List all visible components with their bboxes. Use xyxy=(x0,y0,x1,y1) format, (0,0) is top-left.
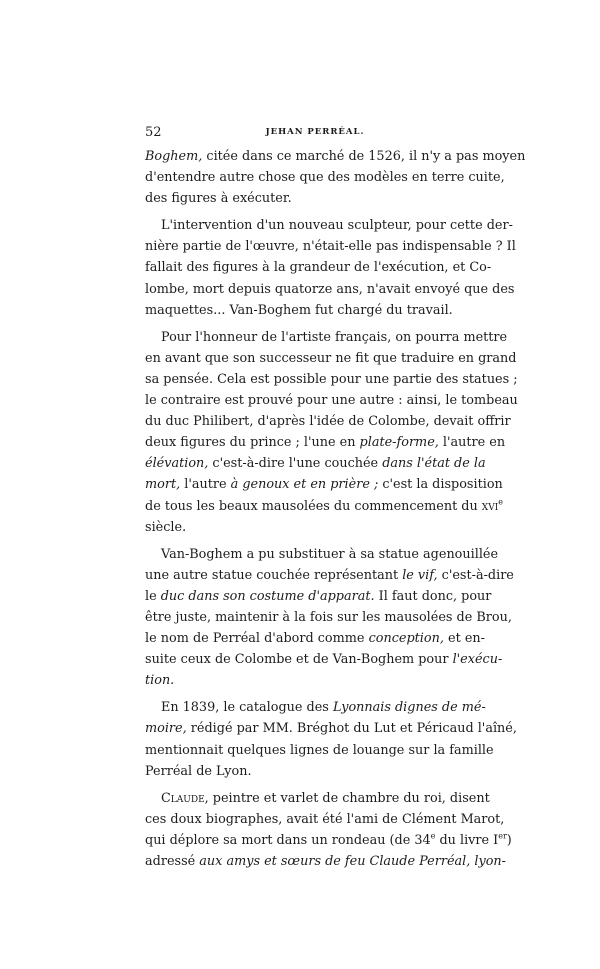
text-line xyxy=(145,649,503,670)
text-segment: L'intervention d'un nouveau sculpteur, pour cette der- xyxy=(161,218,513,234)
text-segment: En 1839, le catalogue des xyxy=(161,700,333,716)
text-segment: ) xyxy=(506,832,512,848)
text-segment: fallait des figures à la grandeur de l'exécution, et Co- xyxy=(145,260,492,276)
italic-text: mort, xyxy=(145,477,181,493)
italic-text: moire, xyxy=(145,721,187,737)
text-segment: ces doux biographes, avait été l'ami de Clément Marot, xyxy=(145,811,505,827)
text-line xyxy=(145,453,485,474)
text-line xyxy=(145,236,516,257)
text-segment: d'entendre autre chose que des modèles en terre cuite, xyxy=(145,170,505,186)
text-segment: du duc Philibert, d'après l'idée de Colombe, devait offrir xyxy=(145,414,511,430)
italic-text: à genoux et en prière ; xyxy=(230,477,379,493)
text-segment: mentionnait quelques lignes de louange sur la famille xyxy=(145,742,494,758)
text-line xyxy=(145,809,505,830)
text-line xyxy=(145,628,485,649)
text-line xyxy=(145,369,518,390)
text-segment: une autre statue couchée représentant xyxy=(145,567,403,583)
text-segment: Van-Boghem a pu substituer à sa statue agenouillée xyxy=(161,546,499,562)
text-line xyxy=(145,146,526,167)
text-segment: de tous les beaux mausolées du commencement du xyxy=(145,498,482,514)
superscript: e xyxy=(430,831,436,841)
text-segment: suite ceux de Colombe et de Van-Boghem pour xyxy=(145,652,453,668)
text-line xyxy=(145,607,512,628)
text-line xyxy=(145,517,485,538)
text-segment: adressé xyxy=(145,854,200,869)
text-segment: et en- xyxy=(443,631,485,647)
superscript: er xyxy=(498,831,507,841)
text-line xyxy=(145,215,513,236)
italic-text: l'exécu- xyxy=(452,652,503,668)
text-segment: le xyxy=(145,588,161,604)
text-segment: le nom de Perréal d'abord comme xyxy=(145,631,369,647)
text-line xyxy=(145,586,492,607)
text-segment: c'est-à-dire l'une couchée xyxy=(208,456,383,472)
text-line xyxy=(145,740,494,761)
text-line xyxy=(145,565,514,586)
text-line xyxy=(145,167,505,188)
text-line xyxy=(145,279,515,300)
text-segment: le contraire est prouvé pour une autre : ainsi, le tombeau xyxy=(145,393,518,409)
text-segment: c'est-à-dire xyxy=(437,567,514,583)
text-segment: sa pensée. Cela est possible pour une partie des statues ; xyxy=(145,371,518,387)
text-segment: siècle. xyxy=(145,519,187,535)
text-line xyxy=(145,188,485,209)
text-line xyxy=(145,257,492,278)
text-line xyxy=(145,411,511,432)
italic-text: dans l'état de la xyxy=(382,456,486,472)
text-line xyxy=(145,474,503,495)
text-segment: rédigé par MM. Bréghot du Lut et Péricaud l'aîné, xyxy=(186,721,517,737)
text-segment: des figures à exécuter. xyxy=(145,191,292,207)
text-line xyxy=(145,496,503,517)
text-line xyxy=(145,830,512,851)
page-header xyxy=(145,125,485,141)
text-segment: l'autre en xyxy=(438,435,506,451)
text-segment: Perréal de Lyon. xyxy=(145,763,252,779)
text-line xyxy=(145,761,485,782)
italic-text: aux amys et sœurs de feu Claude Perréal, lyon- xyxy=(199,854,506,869)
italic-text: Lyonnais dignes de mé- xyxy=(332,700,486,716)
text-line xyxy=(145,718,517,739)
text-segment: être juste, maintenir à la fois sur les mausolées de Brou, xyxy=(145,609,512,625)
text-segment: Il faut donc, pour xyxy=(374,588,492,604)
text-line xyxy=(145,432,506,453)
body-text xyxy=(145,146,526,872)
text-segment: , peintre et varlet de chambre du roi, disent xyxy=(204,790,490,806)
text-segment: maquettes... Van-Boghem fut chargé du travail. xyxy=(145,302,453,318)
text-segment: citée dans ce marché de 1526, il n'y a pas moyen xyxy=(202,149,526,164)
text-line xyxy=(145,851,506,872)
italic-text: conception, xyxy=(368,631,444,647)
text-line xyxy=(145,348,517,369)
text-line xyxy=(145,697,485,718)
text-segment: l'autre xyxy=(180,477,231,493)
text-line xyxy=(145,300,485,321)
text-line xyxy=(145,788,490,809)
text-segment: c'est la disposition xyxy=(378,477,503,493)
text-segment: xvi xyxy=(481,498,499,514)
text-segment: en avant que son successeur ne fit que traduire en grand xyxy=(145,350,517,366)
text-segment: du livre I xyxy=(435,832,499,848)
text-segment: lombe, mort depuis quatorze ans, n'avait envoyé que des xyxy=(145,281,515,297)
text-line xyxy=(145,544,499,565)
text-segment: deux figures du prince ; l'une en xyxy=(145,435,360,451)
text-segment: Pour l'honneur de l'artiste français, on pourra mettre xyxy=(161,329,508,345)
superscript: e xyxy=(498,497,503,507)
text-segment: Claude xyxy=(161,790,205,806)
italic-text: le vif, xyxy=(402,567,438,583)
italic-text: plate-forme, xyxy=(359,435,439,451)
running-title: JEHAN PERRÉAL. xyxy=(265,127,365,137)
text-segment: qui déplore sa mort dans un rondeau (de 34 xyxy=(145,832,431,848)
text-line xyxy=(145,390,518,411)
page-number: 52 xyxy=(145,125,162,140)
italic-text: tion. xyxy=(145,673,175,689)
italic-text: élévation, xyxy=(145,456,209,472)
text-line xyxy=(145,327,508,348)
text-segment: nière partie de l'œuvre, n'était-elle pas indispensable ? Il xyxy=(145,239,516,255)
italic-text: Boghem, xyxy=(145,149,203,164)
italic-text: duc dans son costume d'apparat. xyxy=(160,588,375,604)
text-line xyxy=(145,670,485,691)
